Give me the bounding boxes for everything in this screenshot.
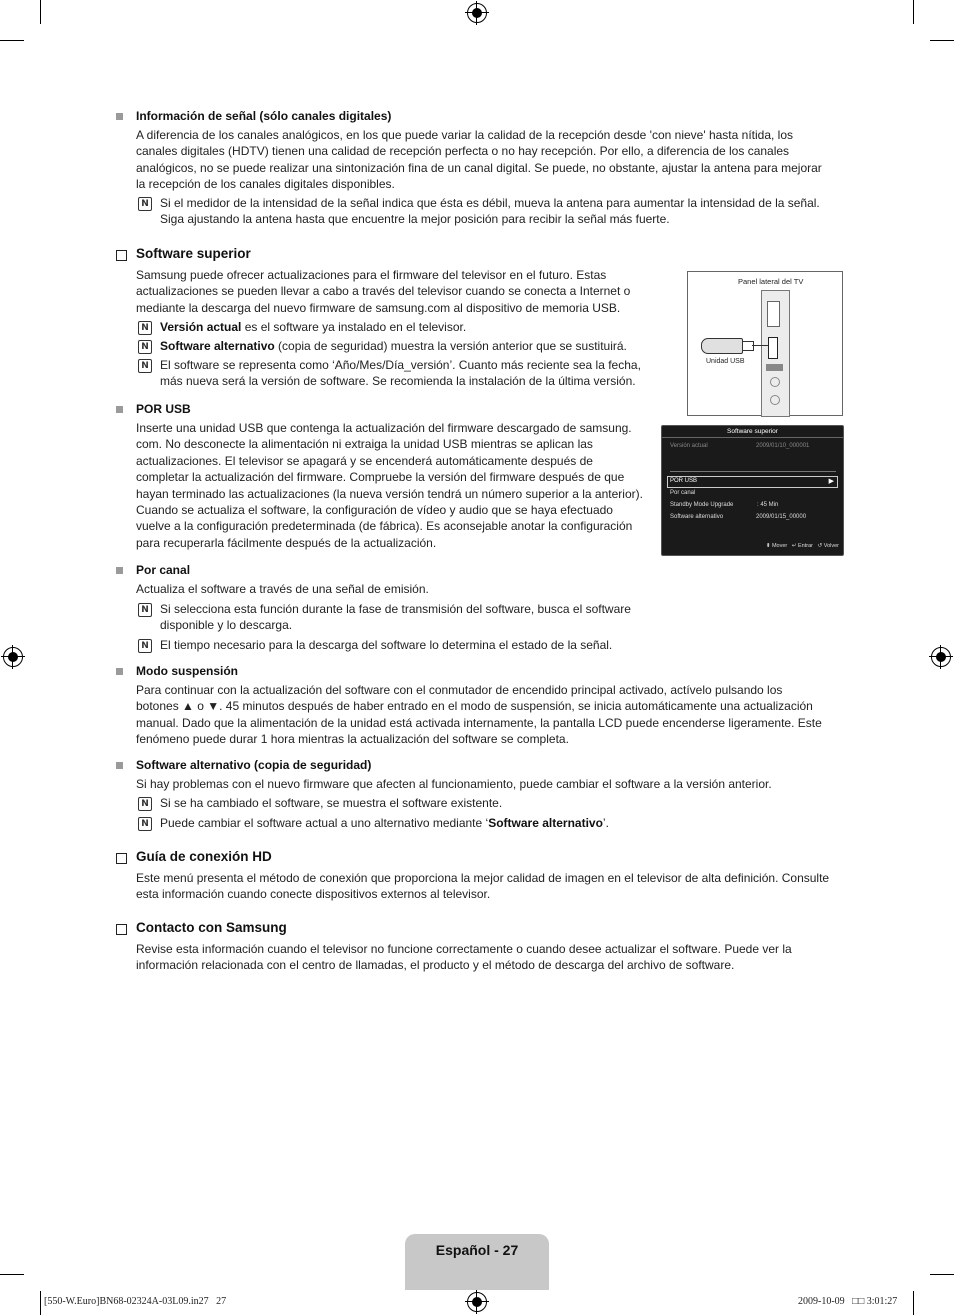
section-heading-guia-hd: Guía de conexión HD: [136, 849, 272, 864]
text-line: mediante la descarga del nuevo firmware de samsung.com al dispositivo de memoria USB.: [136, 300, 621, 315]
text-line: Si selecciona esta función durante la fase de transmisión del software, busca el software: [160, 602, 631, 616]
text-line: fenómeno puede durar 1 hora mientras la actualización del software se completa.: [136, 732, 569, 747]
text-line: más nueva será la versión de software. Se recomienda la instalación de la última versión.: [160, 374, 636, 389]
section-heading-software: Software superior: [136, 246, 251, 261]
crop-mark: [40, 0, 41, 24]
bold-term: Software alternativo: [488, 816, 603, 830]
jack-icon: [770, 377, 780, 387]
file-info: [550-W.Euro]BN68-02324A-03L09.in27 27: [44, 1296, 227, 1307]
note-alt-1: Si se ha cambiado el software, se muestra el software existente.: [160, 796, 503, 810]
note-por-canal-1: [160, 601, 660, 634]
checkbox-heading-icon: [116, 853, 127, 864]
paragraph-contacto: [136, 941, 846, 974]
text-line: manual. Dado que la alimentación de la unidad está activada internamente, la pantalla LCD puede encenderse ligeramente. Este: [136, 715, 822, 730]
menu-item-standby-value: : 45 Min: [757, 502, 779, 508]
text-line: Siga ajustando la antena hasta que encuentre la mejor posición para recibir la señal más fuerte.: [160, 212, 670, 227]
registration-mark-icon: [467, 3, 487, 23]
text-line: vuelve a la configuración predeterminada (de fábrica). Es aconsejable anotar la configuración: [136, 519, 633, 534]
arrow-right-icon: ▶: [828, 478, 834, 485]
usb-stick-icon: [701, 338, 743, 354]
note-icon: N: [138, 639, 152, 653]
text-line: para recuperarla fácilmente después de la actualización.: [136, 535, 437, 550]
text-line: la recepción de los canales digitales disponibles.: [136, 177, 395, 192]
menu-title-divider: [662, 437, 843, 438]
paragraph-software-alternativo: Si hay problemas con el nuevo firmware que afecten al funcionamiento, puede cambiar el software a la versión anterior.: [136, 777, 772, 791]
text-line: Este menú presenta el método de conexión que proporciona la mejor calidad de imagen en el televisor de alta definición. Consulte: [136, 871, 830, 885]
menu-item-standby-upgrade[interactable]: Standby Mode Upgrade: [670, 502, 734, 508]
bullet-square-icon: [116, 567, 123, 574]
text-line: esta información cuando conecte dispositivos externos al televisor.: [136, 887, 491, 902]
section-heading-por-usb: POR USB: [136, 402, 191, 416]
text-line: Para continuar con la actualización del software con el conmutador de encendido principal activado, actívelo pulsando los: [136, 683, 783, 697]
bold-term: Versión actual: [160, 320, 242, 334]
bullet-square-icon: [116, 113, 123, 120]
registration-mark-icon: [931, 647, 951, 667]
tv-side-panel-figure: [687, 271, 843, 416]
menu-divider: [670, 471, 836, 472]
footer-enter: Entrar: [797, 543, 813, 549]
note-icon: N: [138, 340, 152, 354]
bullet-square-icon: [116, 668, 123, 675]
text-line: analógicos, no se puede realizar una sintonización fina de un canal digital. Se puede, no obstante, ajustar la antena para mejorar: [136, 160, 822, 175]
section-heading-modo-suspension: Modo suspensión: [136, 664, 238, 678]
av-in-icon: [766, 364, 783, 371]
paragraph-por-canal: Actualiza el software a través de una señal de emisión.: [136, 582, 429, 596]
tv-panel-title: Panel lateral del TV: [738, 277, 804, 286]
move-icon: ⬍: [765, 543, 771, 549]
section-heading-signal: Información de señal (sólo canales digitales): [136, 109, 392, 123]
crop-mark: [40, 1291, 41, 1315]
text-line: actualizaciones. El televisor se apagará y se encenderá automáticamente después de: [136, 453, 593, 468]
menu-item-por-usb[interactable]: [667, 476, 838, 488]
note-icon: N: [138, 321, 152, 335]
menu-version-value: 2009/01/10_000001: [756, 443, 810, 449]
text-line: disponible y lo descarga.: [160, 618, 293, 633]
crop-mark: [930, 40, 954, 41]
note-icon: N: [138, 359, 152, 373]
note-text: (copia de seguridad) muestra la versión anterior que se sustituirá.: [274, 339, 627, 353]
text-line: Si el medidor de la intensidad de la señal indica que ésta es débil, mueva la antena para aumentar la intensidad de la señal.: [160, 196, 820, 210]
jack-icon: [770, 395, 780, 405]
note-icon: N: [138, 817, 152, 831]
text-line: Samsung puede ofrecer actualizaciones para el firmware del televisor en el futuro. Estas: [136, 268, 607, 282]
note-text: es el software ya instalado en el televisor.: [241, 320, 467, 334]
text-line: canales digitales (HDTV) tienen una calidad de recepción perfecta o no hay recepción. Por ello, a diferencia de los canales: [136, 144, 790, 159]
bullet-square-icon: [116, 406, 123, 413]
crop-mark: [0, 1274, 24, 1275]
text-line: Cuando se actualiza el software, la configuración de vídeo y audio que se haya efectuado: [136, 503, 613, 518]
menu-item-label: POR USB: [670, 478, 698, 484]
menu-footer: [766, 543, 839, 549]
note-version-actual: [160, 319, 660, 335]
tv-panel-body: [761, 290, 790, 417]
bold-term: Software alternativo: [160, 339, 275, 353]
note-software-alternativo: [160, 338, 660, 354]
text-line: completar la actualización del firmware. Compruebe la versión del firmware después de que: [136, 470, 625, 485]
return-icon: ↺: [817, 543, 823, 549]
crop-mark: [0, 40, 24, 41]
registration-mark-icon: [3, 647, 23, 667]
text-line: El software se representa como ‘Año/Mes/Día_versión’. Cuanto más reciente sea la fecha,: [160, 358, 641, 372]
note-text: ’.: [602, 816, 609, 830]
note-por-canal-2: El tiempo necesario para la descarga del software lo determina el estado de la señal.: [160, 638, 613, 652]
usb-port-icon: [768, 337, 778, 359]
text-line: Revise esta información cuando el televisor no funcione correctamente o cuando desee actualizar el software. Puede ver la: [136, 942, 792, 956]
menu-item-por-canal[interactable]: Por canal: [670, 490, 696, 496]
paragraph-signal: [136, 127, 846, 193]
text-line: actualizaciones se pueden llevar a cabo a través del televisor cuando se conecta a Internet o: [136, 284, 631, 299]
text-line: botones ▲ o ▼. 45 minutos después de haber entrado en el modo de suspensión, se inicia automáticamente una actualización: [136, 699, 813, 714]
menu-title: Software superior: [727, 428, 778, 435]
bullet-square-icon: [116, 762, 123, 769]
usb-drive-label: Unidad USB: [706, 358, 745, 365]
paragraph-modo-suspension: [136, 682, 846, 748]
note-text: Puede cambiar el software actual a uno alternativo mediante ‘: [160, 816, 489, 830]
usb-plug-icon: [742, 341, 754, 351]
text-line: com. No desconecte la alimentación ni extraiga la unidad USB mientras se aplican las: [136, 437, 593, 452]
note-icon: N: [138, 603, 152, 617]
text-line: Inserte una unidad USB que contenga la actualización del firmware descargado de samsung.: [136, 421, 632, 435]
paragraph-por-usb: [136, 420, 658, 551]
menu-item-software-alternativo-value: 2009/01/15_00000: [756, 514, 807, 520]
paragraph-guia-hd: [136, 870, 851, 903]
registration-mark-icon: [467, 1292, 487, 1312]
software-upgrade-menu: [661, 425, 844, 556]
enter-icon: ↵: [791, 543, 797, 549]
footer-move: Mover: [771, 543, 788, 549]
note-icon: N: [138, 797, 152, 811]
text-line: información relacionada con el centro de llamadas, el producto y el método de descarga del archivo de software.: [136, 958, 735, 973]
crop-mark: [930, 1274, 954, 1275]
section-heading-por-canal: Por canal: [136, 563, 191, 577]
checkbox-heading-icon: [116, 250, 127, 261]
crop-mark: [913, 1291, 914, 1315]
crop-mark: [913, 0, 914, 24]
note-version-format: [160, 357, 660, 390]
paragraph-software: [136, 267, 656, 316]
footer-back: Volver: [823, 543, 839, 549]
menu-item-software-alternativo[interactable]: Software alternativo: [670, 514, 724, 520]
checkbox-heading-icon: [116, 924, 127, 935]
text-line: hayan terminado las actualizaciones (la nueva versión tendrá un número superior a la anterior).: [136, 486, 643, 501]
note-icon: N: [138, 197, 152, 211]
note-alt-2: [160, 815, 760, 831]
section-heading-software-alternativo: Software alternativo (copia de seguridad): [136, 758, 372, 772]
print-date: 2009-10-09 □□ 3:01:27: [798, 1296, 898, 1307]
text-line: A diferencia de los canales analógicos, en los que puede variar la calidad de la recepción desde 'con nieve' hasta nítida, los: [136, 128, 794, 142]
page-number: Español - 27: [435, 1242, 519, 1258]
page-number-tab: [405, 1234, 549, 1290]
note-signal: [160, 195, 850, 228]
section-heading-contacto: Contacto con Samsung: [136, 920, 287, 935]
menu-version-label: Versión actual: [670, 443, 708, 449]
connector-line: [752, 345, 768, 346]
hdmi-port-icon: [767, 301, 780, 327]
